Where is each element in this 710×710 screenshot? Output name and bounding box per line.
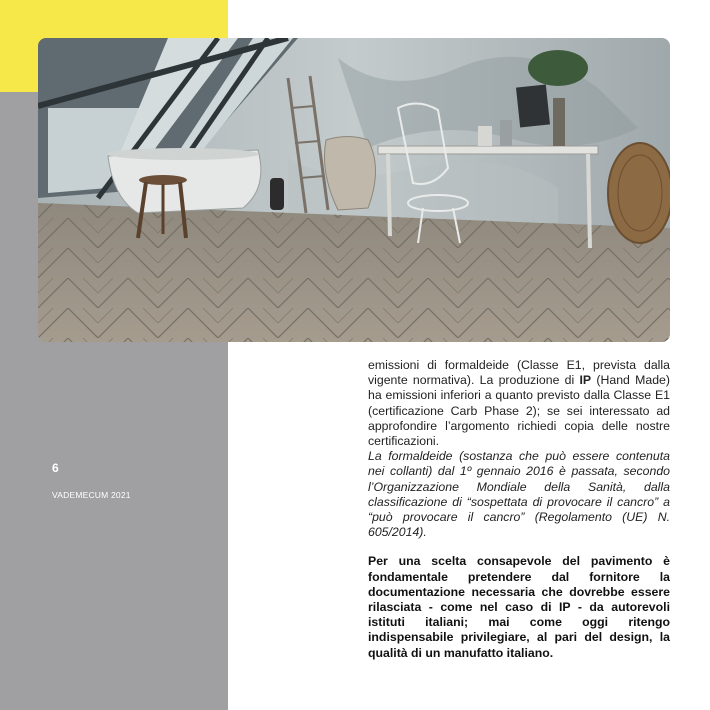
publication-label: VADEMECUM 2021 xyxy=(52,490,131,500)
article-body xyxy=(368,358,670,661)
interior-photo xyxy=(38,38,670,342)
paragraph-conclusion: Per una scelta consapevole del pavimento è fondamentale pretendere dal fornitore la documentazione necessaria che dovrebbe essere rilasciata - come nel caso di IP - da autorevoli istituti italiani; mai come oggi ritengo indispensabile privilegiare, al pari del design, la qualità di un manufatto italiano. xyxy=(368,554,670,660)
brand-name: IP xyxy=(579,373,592,388)
page-number: 6 xyxy=(52,461,59,475)
paragraph-emissions: emissioni di formaldeide (Classe E1, prevista dalla vigente normativa). La produzione di IP (Hand Made) ha emissioni inferiori a quanto previsto dalla Classe E1 (certificazione Carb Phase 2); se sei interessato ad approfondire l’argomento richiedi copia delle nostre certificazioni. xyxy=(368,358,670,449)
paragraph-formaldehyde: La formaldeide (sostanza che può essere contenuta nei collanti) dal 1º gennaio 2016 è passata, secondo l’Organizzazione Mondiale della Sanità, dalla classificazione di “sospettata di provocare il cancro” a “può provocare il cancro” (Regolamento (UE) N. 605/2014). xyxy=(368,449,670,540)
